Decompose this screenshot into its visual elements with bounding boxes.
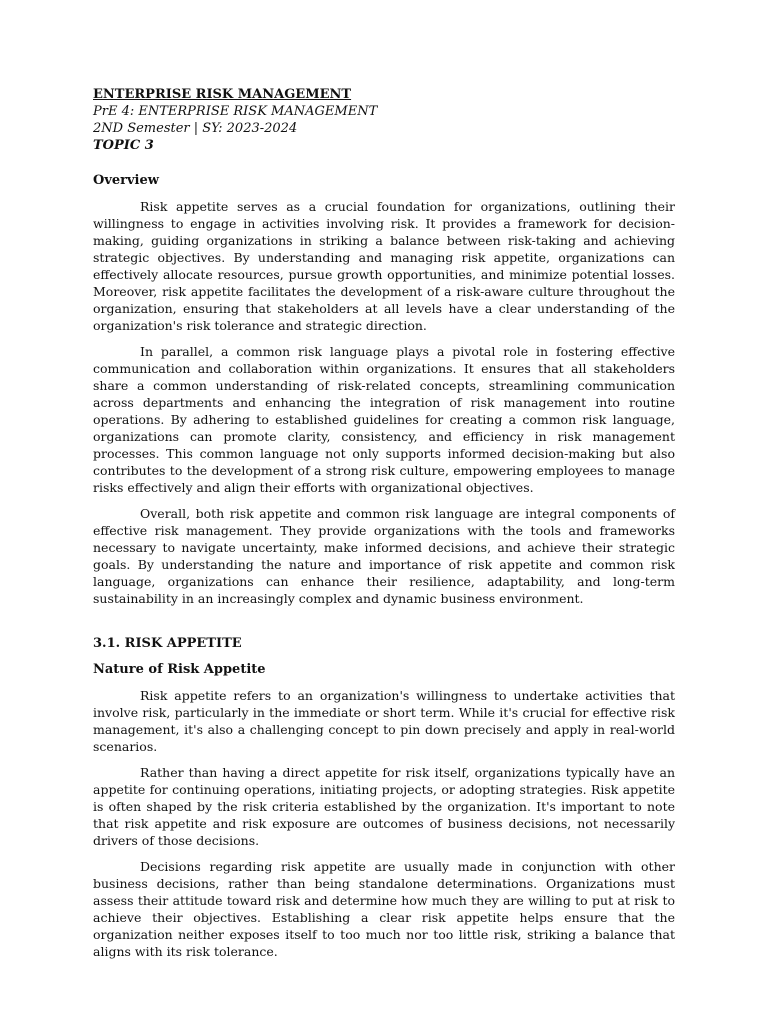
document-page — [93, 86, 675, 960]
course-code: PrE 4: ENTERPRISE RISK MANAGEMENT — [93, 104, 378, 119]
overview-paragraph-2: In parallel, a common risk language plays a pivotal role in fostering effective communication and collaboration within organizations. It ensures that all stakeholders share a common understanding of risk-related concepts, streamlining communication across departments and enhancing the integration of risk management into routine operations. By adhering to established guidelines for creating a common risk language, organizations can promote clarity, consistency, and efficiency in risk management processes. This common language not only supports informed decision-making but also contributes to the development of a strong risk culture, empowering employees to manage risks effectively and align their efforts with organizational objectives. — [93, 344, 675, 495]
nature-of-risk-appetite-heading: Nature of Risk Appetite — [93, 662, 266, 677]
overview-paragraph-1: Risk appetite serves as a crucial foundation for organizations, outlining their willingness to engage in activities involving risk. It provides a framework for decision-making, guiding organizations in striking a balance between risk-taking and achieving strategic objectives. By understanding and managing risk appetite, organizations can effectively allocate resources, pursue growth opportunities, and minimize potential losses. Moreover, risk appetite facilitates the development of a risk-aware culture throughout the organization, ensuring that stakeholders at all levels have a clear understanding of the organization's risk tolerance and strategic direction. — [93, 199, 675, 333]
semester-info: 2ND Semester | SY: 2023-2024 — [93, 121, 298, 136]
document-title: ENTERPRISE RISK MANAGEMENT — [93, 87, 352, 102]
risk-appetite-paragraph-3: Decisions regarding risk appetite are usually made in conjunction with other business decisions, rather than being standalone determinations. Organizations must assess their attitude toward risk and determine how much they are willing to put at risk to achieve their objectives. Establishing a clear risk appetite helps ensure that the organization neither exposes itself to too much nor too little risk, striking a balance that aligns with its risk tolerance. — [93, 859, 675, 959]
document-header — [93, 86, 675, 154]
risk-appetite-paragraph-1: Risk appetite refers to an organization's willingness to undertake activities that involve risk, particularly in the immediate or short term. While it's crucial for effective risk management, it's also a challenging concept to pin down precisely and apply in real-world scenarios. — [93, 688, 675, 754]
risk-appetite-paragraph-2: Rather than having a direct appetite for risk itself, organizations typically have an appetite for continuing operations, initiating projects, or adopting strategies. Risk appetite is often shaped by the risk criteria established by the organization. It's important to note that risk appetite and risk exposure are outcomes of business decisions, not necessarily drivers of those decisions. — [93, 765, 675, 848]
overview-paragraph-3: Overall, both risk appetite and common risk language are integral components of effective risk management. They provide organizations with the tools and frameworks necessary to navigate uncertainty, make informed decisions, and achieve their strategic goals. By understanding the nature and importance of risk appetite and common risk language, organizations can enhance their resilience, adaptability, and long-term sustainability in an increasingly complex and dynamic business environment. — [93, 506, 675, 606]
overview-heading: Overview — [93, 173, 159, 188]
topic-label: TOPIC 3 — [93, 138, 154, 153]
section-3-1-heading: 3.1. RISK APPETITE — [93, 636, 242, 651]
